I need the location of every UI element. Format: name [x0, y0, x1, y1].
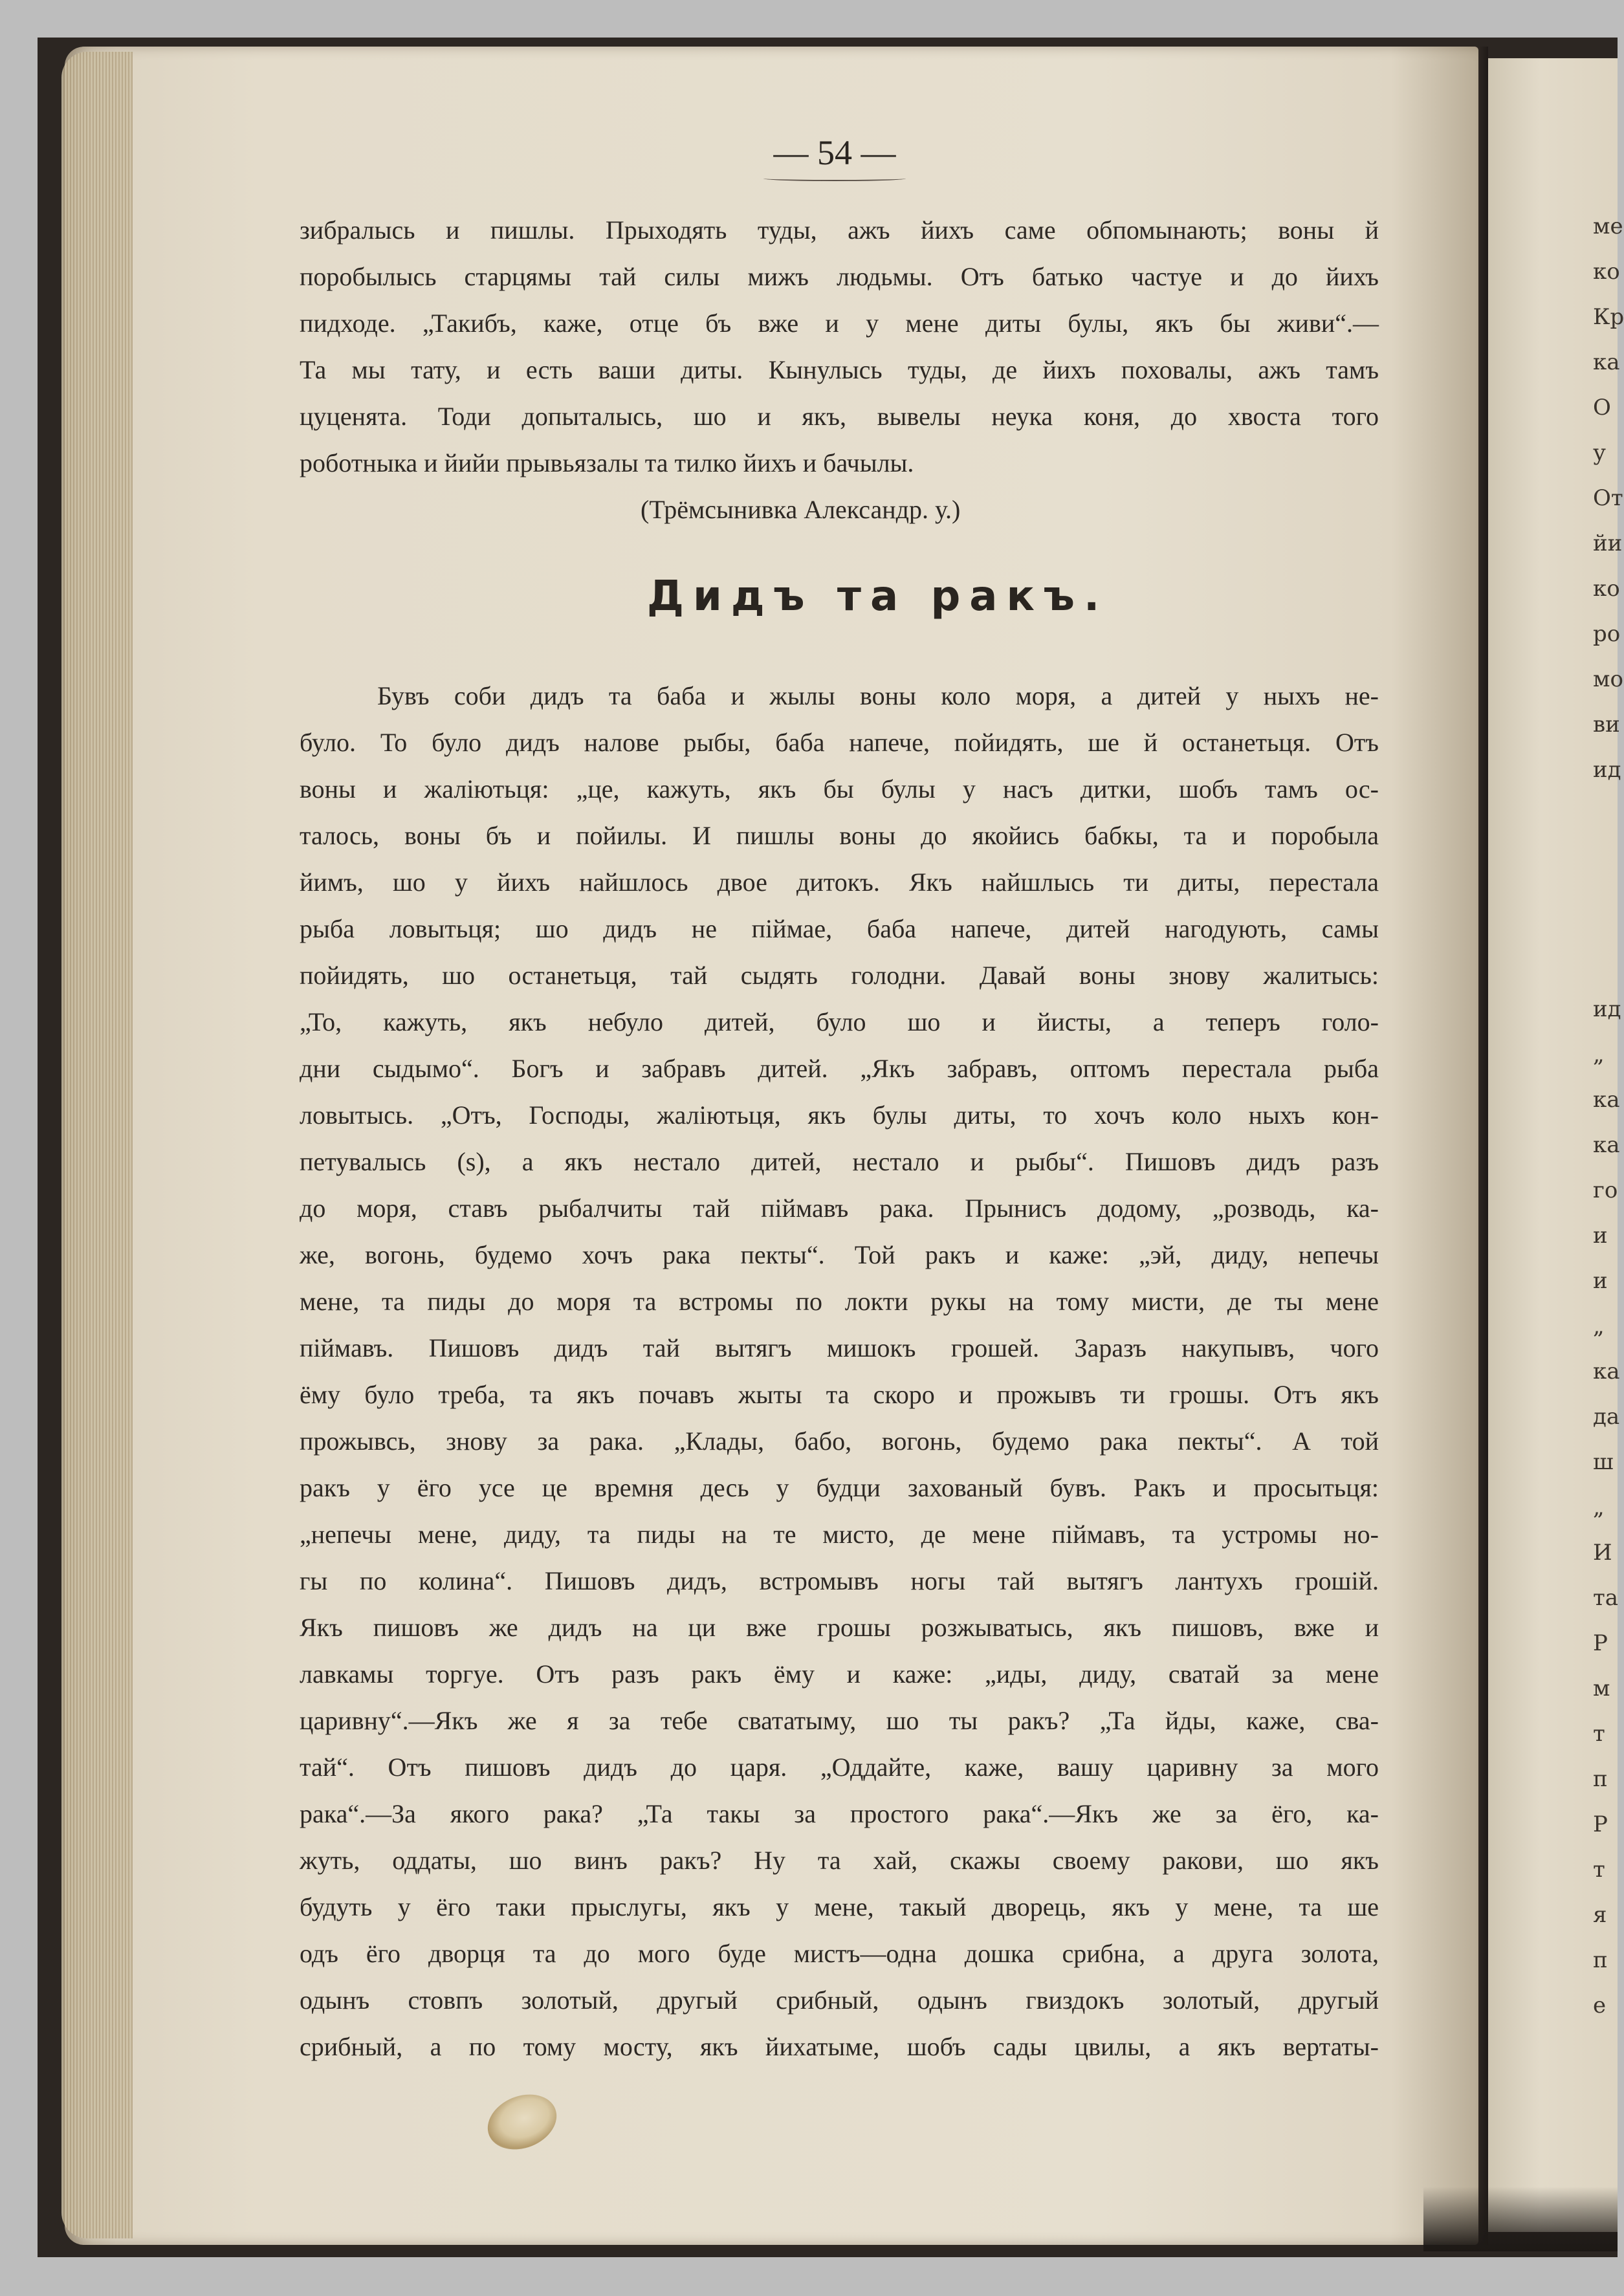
text-line: рака“.—За якого рака? „Та такы за простого рака“.—Якъ же за ёго, ка- — [300, 1799, 1379, 1828]
facing-page-fragment: „ — [1593, 1313, 1605, 1339]
text-line: мене, та пиды до моря та встромы по локти рукы на тому мисти, де ты мене — [300, 1287, 1379, 1316]
text-line: царивну“.—Якъ же я за тебе свататыму, шо ты ракъ? „Та йды, каже, сва- — [300, 1706, 1379, 1735]
text-line: рыба ловытьця; шо дидъ не піймае, баба напече, дитей нагодують, самы — [300, 914, 1379, 943]
facing-page-fragment: йи — [1593, 530, 1623, 556]
text-line: зибралысь и пишлы. Прыходять туды, ажъ йихъ саме обпомынають; воны й — [300, 215, 1379, 245]
text-line: тай“. Отъ пишовъ дидъ до царя. „Оддайте, каже, вашу царивну за мого — [300, 1753, 1379, 1782]
text-line: Якъ пишовъ же дидъ на ци вже грошы розжыватысь, якъ пишовъ, вже и — [300, 1613, 1379, 1642]
facing-page-fragment: От — [1593, 485, 1623, 511]
source-note: (Трёмсынивка Александр. у.) — [641, 495, 961, 524]
text-line: дни сыдымо“. Богъ и забравъ дитей. „Якъ забравъ, оптомъ перестала рыба — [300, 1054, 1379, 1083]
facing-page-fragment: ко — [1593, 576, 1620, 602]
corner-shadow — [1423, 2187, 1618, 2251]
page-edges — [61, 52, 133, 2238]
text-line: ловытысь. „Отъ, Господы, жаліютьця, якъ булы диты, то хочъ коло ныхъ кон- — [300, 1100, 1379, 1130]
page-number: — 54 — — [773, 133, 896, 172]
text-line: одынъ стовпъ золотый, другый срибный, одынъ гвиздокъ золотый, другый — [300, 1985, 1379, 2015]
facing-page-fragment: Р — [1593, 1630, 1608, 1656]
facing-page-fragment: т — [1593, 1721, 1605, 1747]
text-line: пидходе. „Такибъ, каже, отце бъ вже и у мене диты булы, якъ бы живи“.— — [300, 309, 1379, 338]
text-line: же, вогонь, будемо хочъ рака пекты“. Той ракъ и каже: „эй, диду, непечы — [300, 1240, 1379, 1269]
text-line: лавкамы торгуе. Отъ разъ ракъ ёму и каже: „иды, диду, сватай за мене — [300, 1659, 1379, 1689]
text-line: піймавъ. Пишовъ дидъ тай вытягъ мишокъ грошей. Заразъ накупывъ, чого — [300, 1333, 1379, 1362]
facing-page-fragment: „ — [1593, 1494, 1605, 1520]
facing-page-fragment: ро — [1593, 621, 1621, 647]
facing-page-fragment: ви — [1593, 712, 1620, 738]
facing-page-fragment: ид — [1593, 757, 1621, 783]
text-line: було. То було дидъ налове рыбы, баба напече, пойидять, ше й останетьця. Отъ — [300, 728, 1379, 757]
text-line: Бувъ соби дидъ та баба и жылы воны коло моря, а дитей у ныхъ не- — [377, 681, 1379, 710]
text-line: будуть у ёго таки прыслугы, якъ у мене, такый дворець, якъ у мене, та ше — [300, 1892, 1379, 1921]
facing-page-fragment: Р — [1593, 1811, 1608, 1837]
text-line: гы по колина“. Пишовъ дидъ, встромывъ ногы тай вытягъ лантухъ грошій. — [300, 1566, 1379, 1595]
text-line: талось, воны бъ и пойилы. И пишлы воны до якойись бабкы, та и поробыла — [300, 821, 1379, 850]
text-line: йимъ, шо у йихъ найшлось двое дитокъ. Якъ найшлысь ти диты, перестала — [300, 868, 1379, 897]
facing-page-fragment: ка — [1593, 1132, 1620, 1158]
facing-page-fragment: да — [1593, 1404, 1620, 1430]
text-line: до моря, ставъ рыбалчиты тай піймавъ рака. Прынисъ додому, „розводь, ка- — [300, 1194, 1379, 1223]
story-title: Дидъ та ракъ. — [647, 573, 1109, 620]
facing-page-fragment: мо — [1593, 666, 1623, 692]
facing-page-fragment: ш — [1593, 1449, 1614, 1475]
text-line: петувалысь (ѕ), а якъ нестало дитей, нестало и рыбы“. Пишовъ дидъ разъ — [300, 1147, 1379, 1176]
text-line: воны и жаліютьця: „це, кажуть, якъ бы булы у насъ дитки, шобъ тамъ ос- — [300, 774, 1379, 804]
text-line: срибный, а по тому мосту, якъ йихатыме, шобъ сады цвилы, а якъ вертаты- — [300, 2032, 1379, 2061]
text-line: ёму було треба, та якъ почавъ жыты та скоро и прожывъ ти грошы. Отъ якъ — [300, 1380, 1379, 1409]
facing-page-fragment: „ — [1593, 1042, 1605, 1067]
facing-page-fragment: ка — [1593, 1087, 1620, 1113]
text-line: жуть, оддаты, шо винъ ракъ? Ну та хай, скажы своему ракови, шо якъ — [300, 1846, 1379, 1875]
text-line: роботныка и йийи прывьязалы та тилко йихъ и бачылы. — [300, 448, 914, 477]
facing-page-fragment: у — [1593, 440, 1607, 466]
text-line: поробылысь старцямы тай силы мижъ людьмы. Отъ батько частуе и до йихъ — [300, 262, 1379, 291]
facing-page-fragment: м — [1593, 1676, 1610, 1701]
text-line: пойидять, шо останетьця, тай сыдять голодни. Давай воны знову жалитысь: — [300, 961, 1379, 990]
facing-page-fragment: п — [1593, 1766, 1608, 1792]
text-line: прожывсь, знову за рака. „Клады, бабо, вогонь, будемо рака пекты“. А той — [300, 1427, 1379, 1456]
facing-page-fragment: и — [1593, 1223, 1608, 1249]
text-line: одъ ёго дворця та до мого буде мистъ—одна дошка срибна, а друга золота, — [300, 1939, 1379, 1968]
facing-page-fragment: ка — [1593, 1359, 1620, 1384]
facing-page-fragment: И — [1593, 1540, 1612, 1566]
facing-page-fragment: та — [1593, 1585, 1619, 1611]
facing-page-fragment: ка — [1593, 349, 1620, 375]
paragraph-top — [300, 207, 1379, 487]
text-line: „непечы мене, диду, та пиды на те мисто, де мене піймавъ, та устромы но- — [300, 1520, 1379, 1549]
facing-page-fragment: О — [1593, 395, 1611, 421]
facing-page-fragment: т — [1593, 1857, 1605, 1883]
paragraph-main — [300, 673, 1379, 2070]
facing-page-fragment: ко — [1593, 259, 1620, 285]
facing-page-fragment: ид — [1593, 996, 1621, 1022]
facing-page-fragment: я — [1593, 1902, 1607, 1928]
text-line: ракъ у ёго усе це времня десь у будци захованый бувъ. Ракъ и просытьця: — [300, 1473, 1379, 1502]
facing-page-fragment: п — [1593, 1947, 1608, 1973]
text-line: „То, кажуть, якъ небуло дитей, було шо и йисты, а теперъ голо- — [300, 1007, 1379, 1036]
text-line: Та мы тату, и есть ваши диты. Кынулысь туды, де йихъ поховалы, ажъ тамъ — [300, 355, 1379, 384]
facing-page-fragment: го — [1593, 1177, 1618, 1203]
facing-page-fragment: е — [1593, 1993, 1607, 2018]
facing-page-fragment: и — [1593, 1268, 1608, 1294]
text-line: цуценята. Тоди допыталысь, шо и якъ, вывелы неука коня, до хвоста того — [300, 402, 1379, 431]
facing-page-fragment: ме — [1593, 213, 1623, 239]
facing-page-fragment: Кр — [1593, 304, 1624, 330]
page-number-rule — [763, 176, 906, 181]
